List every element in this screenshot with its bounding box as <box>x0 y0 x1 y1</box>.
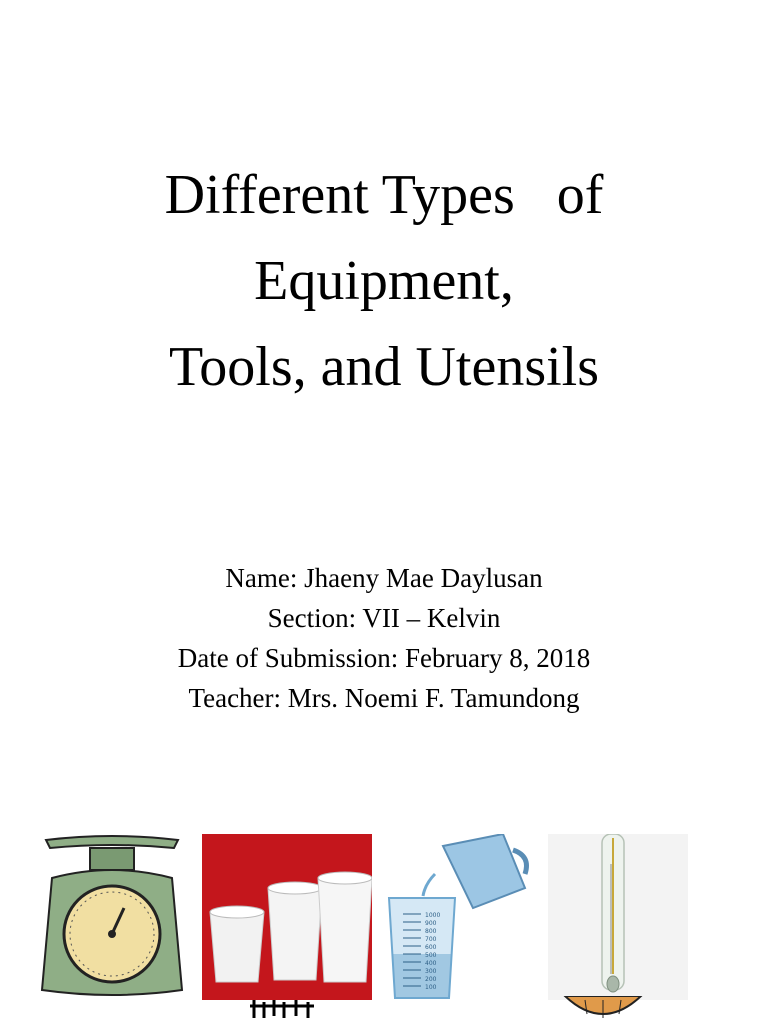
title-line-1: Different Types of <box>164 164 604 226</box>
teacher-name: Teacher: Mrs. Noemi F. Tamundong <box>188 683 580 713</box>
title-line-3: Tools, and Utensils <box>168 336 600 398</box>
measuring-tick-label: 700 <box>425 936 437 943</box>
measuring-tick-label: 300 <box>425 968 437 975</box>
student-section: Section: VII – Kelvin <box>267 603 501 633</box>
measuring-tick-label: 600 <box>425 944 437 951</box>
measuring-tick-label: 800 <box>425 928 437 935</box>
measuring-tick-label: 400 <box>425 960 437 967</box>
plastic-cups-image <box>202 834 372 1000</box>
cropped-image-fragment <box>250 996 322 1024</box>
student-info <box>0 558 768 718</box>
measuring-tick-label: 200 <box>425 976 437 983</box>
kitchen-scale-image <box>40 834 184 1000</box>
measuring-tick-label: 1000 <box>425 912 441 919</box>
cropped-pot-fragment <box>563 996 643 1024</box>
measuring-cups-image <box>385 834 535 1000</box>
student-name: Name: Jhaeny Mae Daylusan <box>225 563 543 593</box>
measuring-tick-label: 900 <box>425 920 437 927</box>
submission-date: Date of Submission: February 8, 2018 <box>177 643 591 673</box>
thermometer-image <box>548 834 688 1000</box>
measuring-tick-label: 100 <box>425 984 437 991</box>
title-line-2: Equipment, <box>254 250 514 312</box>
document-title <box>0 152 768 410</box>
measuring-tick-label: 500 <box>425 952 437 959</box>
